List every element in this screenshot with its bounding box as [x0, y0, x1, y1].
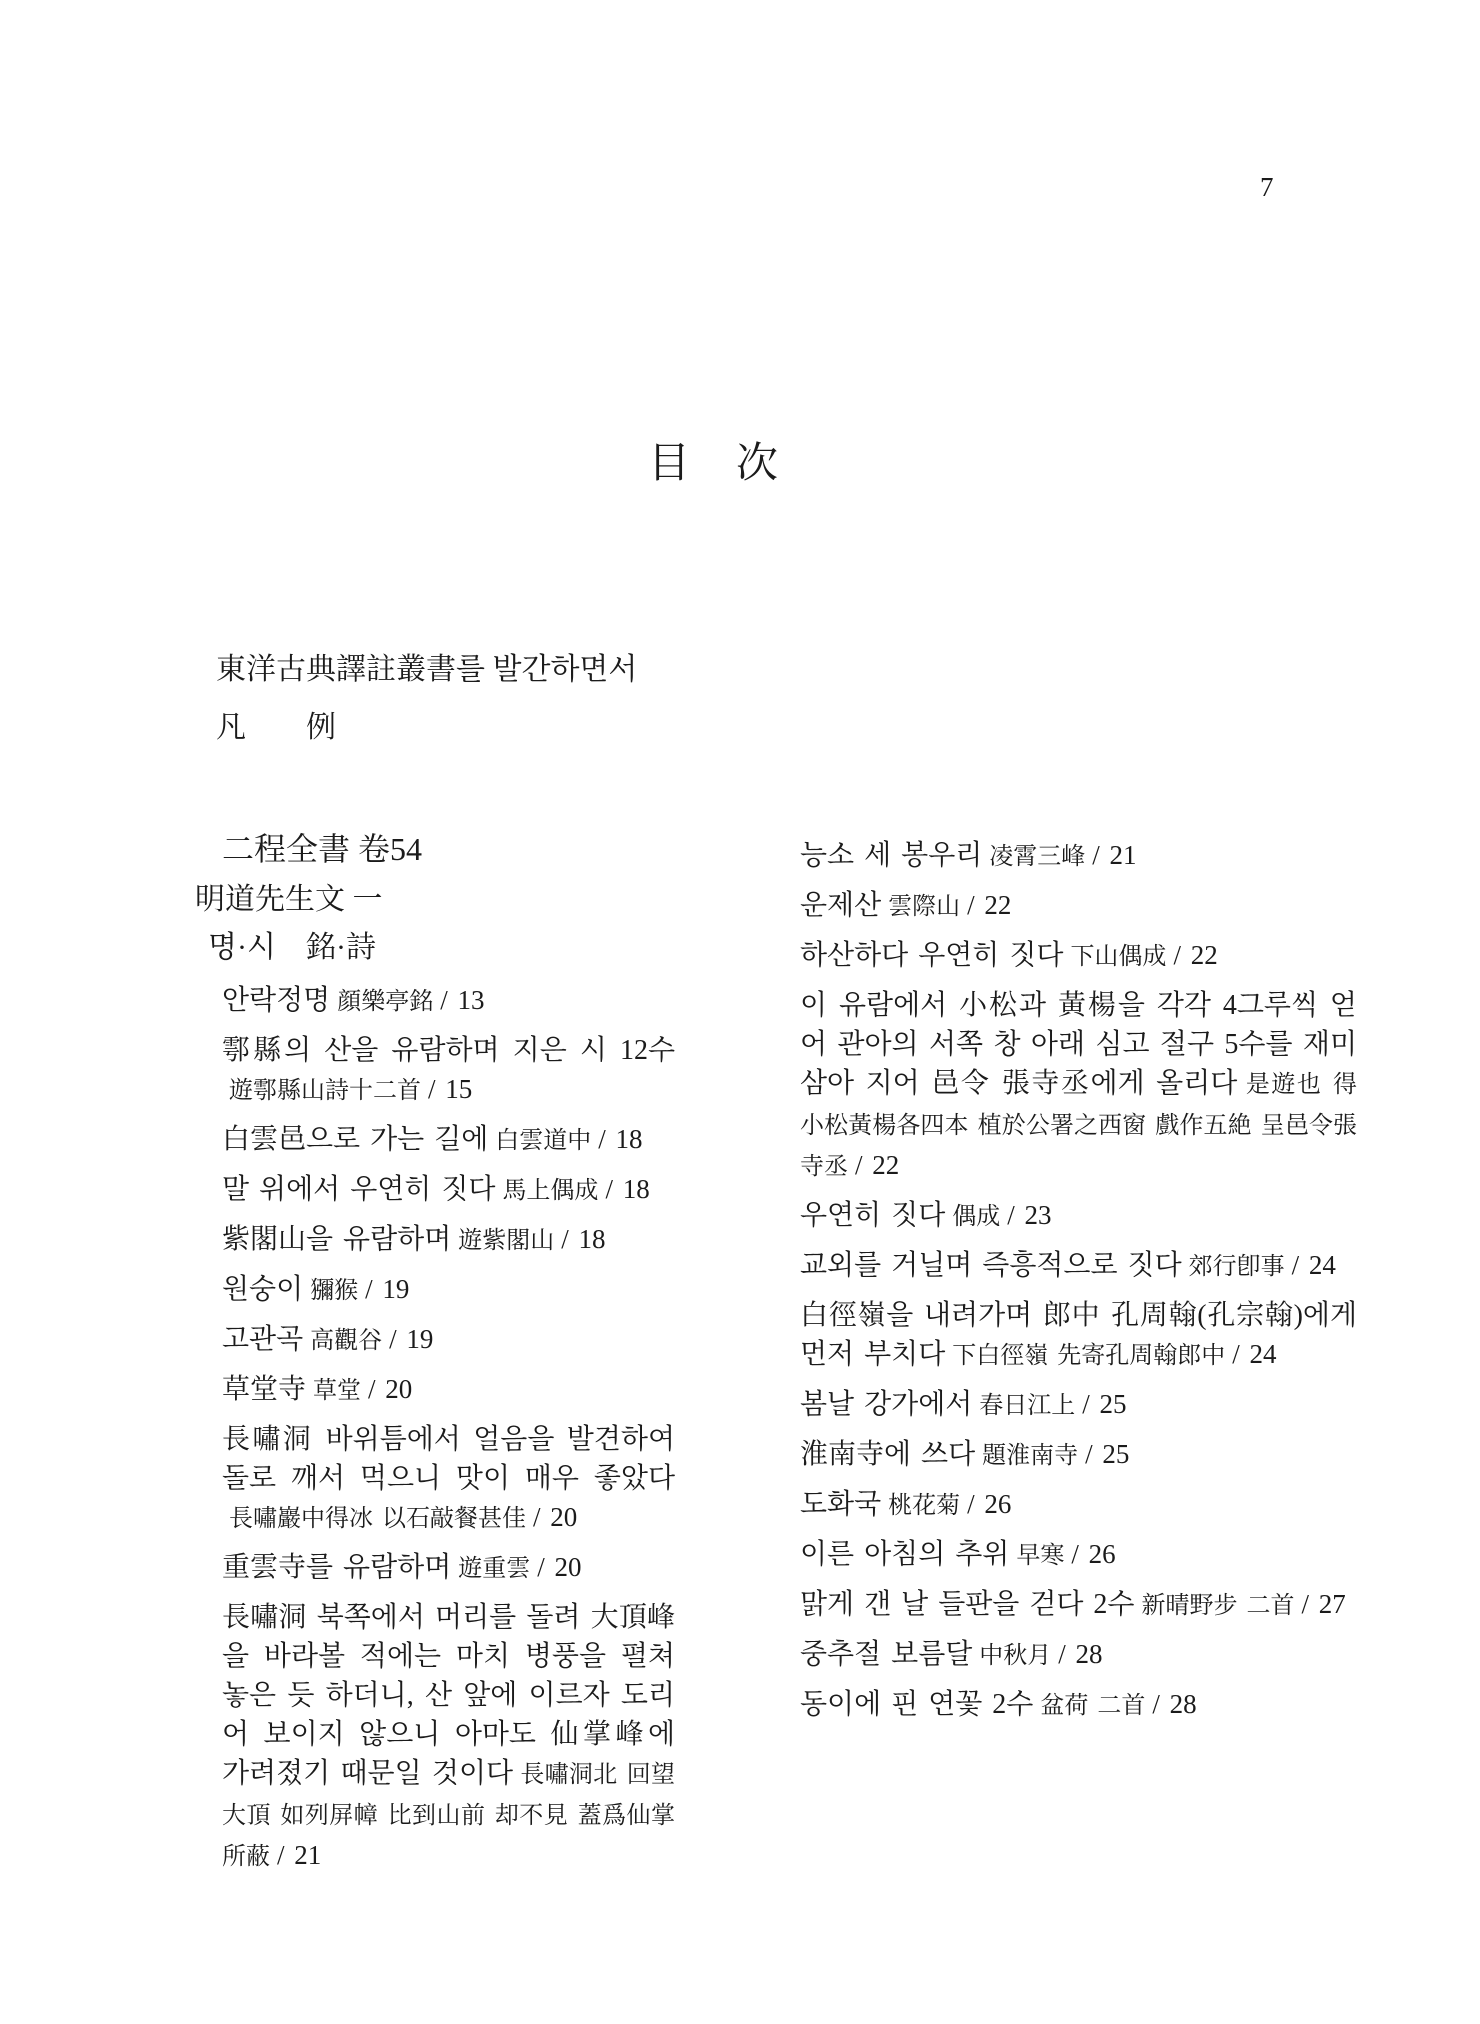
translated-title: 안락정명	[222, 985, 331, 1016]
toc-entries-left	[195, 981, 675, 1877]
entry-page-ref: / 27	[1301, 1589, 1346, 1619]
original-title: 下白徑嶺 先寄孔周翰郎中	[952, 1343, 1226, 1369]
front-matter-item-introduction: 凡 例	[216, 711, 336, 744]
toc-entry	[800, 1246, 1357, 1287]
entry-page-ref: / 20	[368, 1374, 413, 1404]
translated-title: 紫閣山을 유람하며	[222, 1224, 452, 1255]
translated-title: 맑게 갠 날 들판을 걷다 2수	[800, 1589, 1135, 1620]
toc-entry	[800, 1535, 1357, 1576]
translated-title: 고관곡	[222, 1324, 304, 1355]
toc-entry	[222, 1598, 675, 1877]
translated-title: 도화국	[800, 1489, 882, 1520]
original-title: 郊行卽事	[1188, 1254, 1285, 1280]
entry-page-ref: / 18	[598, 1124, 643, 1154]
toc-entry	[222, 1270, 675, 1311]
entry-page-ref: / 19	[365, 1274, 410, 1304]
entry-page-ref: / 25	[1085, 1439, 1130, 1469]
translated-title: 중추절 보름달	[800, 1639, 973, 1670]
toc-entry	[800, 1296, 1357, 1376]
entry-page-ref: / 21	[277, 1840, 322, 1870]
translated-title: 원숭이	[222, 1274, 304, 1305]
toc-entry	[222, 1031, 675, 1111]
original-title: 顔樂亭銘	[337, 989, 434, 1015]
translated-title: 淮南寺에 쓰다	[800, 1439, 976, 1470]
original-title: 草堂	[313, 1378, 362, 1404]
original-title: 桃花菊	[888, 1493, 961, 1519]
translated-title: 말 위에서 우연히 짓다	[222, 1174, 496, 1205]
original-title: 遊鄠縣山詩十二首	[229, 1078, 421, 1104]
original-title: 馬上偶成	[502, 1178, 599, 1204]
front-matter-item-foreword: 東洋古典譯註叢書를 발간하면서	[216, 653, 638, 686]
original-title: 下山偶成	[1070, 944, 1167, 970]
volume-title: 二程全書 卷54	[222, 831, 423, 867]
translated-title: 이 유람에서 小松과 黃楊을 각각 4그루씩 얻어 관아의 서쪽 창 아래 심고 절구 5수를 재미삼아 지어 邑令 張寺丞에게 올리다	[800, 990, 1357, 1099]
entry-page-ref: / 26	[967, 1489, 1012, 1519]
original-title: 獼猴	[310, 1278, 359, 1304]
toc-entries-right	[800, 836, 1357, 1726]
entry-page-ref: / 20	[533, 1502, 578, 1532]
original-title: 遊紫閣山	[458, 1228, 555, 1254]
translated-title: 草堂寺	[222, 1374, 307, 1405]
toc-entry	[222, 981, 675, 1022]
entry-page-ref: / 18	[561, 1224, 606, 1254]
toc-entry	[222, 1420, 675, 1539]
entry-page-ref: / 19	[389, 1324, 434, 1354]
toc-entry	[800, 1585, 1357, 1626]
toc-entry	[800, 1435, 1357, 1476]
entry-page-ref: / 15	[428, 1074, 473, 1104]
translated-title: 長嘯洞 바위틈에서 얼음을 발견하여 돌로 깨서 먹으니 맛이 매우 좋았다	[222, 1424, 675, 1494]
translated-title: 능소 세 봉우리	[800, 840, 983, 871]
original-title: 遊重雲	[458, 1556, 531, 1582]
original-title: 長嘯洞北 回望大頂 如列屏幛 比到山前 却不見 蓋爲仙掌所蔽	[222, 1762, 676, 1870]
page-number: 7	[1260, 172, 1274, 202]
toc-entry	[800, 886, 1357, 927]
toc-entry	[800, 1385, 1357, 1426]
entry-page-ref: / 25	[1082, 1389, 1127, 1419]
translated-title: 白徑嶺을 내려가며 郎中 孔周翰(孔宗翰)에게 먼저 부치다	[800, 1300, 1357, 1370]
entry-page-ref: / 22	[855, 1150, 900, 1180]
original-title: 白雲道中	[495, 1128, 592, 1154]
entry-page-ref: / 24	[1291, 1250, 1336, 1280]
toc-entry	[800, 836, 1357, 877]
toc-entry	[800, 1485, 1357, 1526]
entry-page-ref: / 28	[1152, 1689, 1197, 1719]
toc-entry	[800, 1635, 1357, 1676]
translated-title: 봄날 강가에서	[800, 1389, 973, 1420]
category-heading: 명·시 銘·詩	[208, 931, 376, 964]
toc-entry	[800, 936, 1357, 977]
entry-page-ref: / 24	[1232, 1339, 1277, 1369]
toc-entry	[222, 1220, 675, 1261]
original-title: 題淮南寺	[982, 1443, 1079, 1469]
original-title: 偶成	[952, 1204, 1001, 1230]
entry-page-ref: / 18	[605, 1174, 650, 1204]
original-title: 新晴野步 二首	[1141, 1593, 1295, 1619]
toc-entry	[222, 1320, 675, 1361]
original-title: 凌霄三峰	[989, 844, 1086, 870]
translated-title: 이른 아침의 추위	[800, 1539, 1010, 1570]
translated-title: 白雲邑으로 가는 길에	[222, 1124, 489, 1155]
toc-entry	[222, 1170, 675, 1211]
original-title: 早寒	[1016, 1543, 1065, 1569]
entry-page-ref: / 22	[1173, 940, 1218, 970]
toc-entry	[800, 1685, 1357, 1726]
translated-title: 長嘯洞 북쪽에서 머리를 돌려 大頂峰을 바라볼 적에는 마치 병풍을 펼쳐놓은 듯 하더니, 산 앞에 이르자 도리어 보이지 않으니 아마도 仙掌峰에 가려졌기 때문일 것이다	[222, 1602, 675, 1789]
translated-title: 重雲寺를 유람하며	[222, 1552, 452, 1583]
original-title: 長嘯巖中得冰 以石敲餐甚佳	[229, 1506, 526, 1532]
toc-entry	[222, 1370, 675, 1411]
toc-entry	[222, 1120, 675, 1161]
original-title: 雲際山	[888, 894, 961, 920]
original-title: 春日江上	[979, 1393, 1076, 1419]
original-title: 中秋月	[979, 1643, 1052, 1669]
entry-page-ref: / 28	[1058, 1639, 1103, 1669]
translated-title: 하산하다 우연히 짓다	[800, 940, 1064, 971]
translated-title: 鄠縣의 산을 유람하며 지은 시 12수	[222, 1035, 675, 1066]
translated-title: 운제산	[800, 890, 882, 921]
original-title: 高觀谷	[310, 1328, 383, 1354]
entry-page-ref: / 21	[1092, 840, 1137, 870]
toc-column-right	[800, 836, 1357, 1735]
entry-page-ref: / 13	[440, 985, 485, 1015]
toc-entry	[222, 1548, 675, 1589]
toc-entry	[800, 1196, 1357, 1237]
page-title: 目 次	[648, 441, 781, 487]
toc-column-left	[195, 828, 675, 1886]
translated-title: 우연히 짓다	[800, 1200, 946, 1231]
translated-title: 교외를 거닐며 즉흥적으로 짓다	[800, 1250, 1182, 1281]
entry-page-ref: / 23	[1007, 1200, 1052, 1230]
front-matter	[216, 650, 637, 748]
entry-page-ref: / 20	[537, 1552, 582, 1582]
toc-entry	[800, 986, 1357, 1187]
original-title: 是遊也 得小松黃楊各四本 植於公署之西窗 戲作五絶 呈邑令張寺丞	[800, 1072, 1357, 1180]
entry-page-ref: / 22	[967, 890, 1012, 920]
entry-page-ref: / 26	[1071, 1539, 1116, 1569]
volume-subtitle: 明道先生文 一	[195, 883, 383, 916]
original-title: 盆荷 二首	[1040, 1693, 1146, 1719]
translated-title: 동이에 핀 연꽃 2수	[800, 1689, 1034, 1720]
